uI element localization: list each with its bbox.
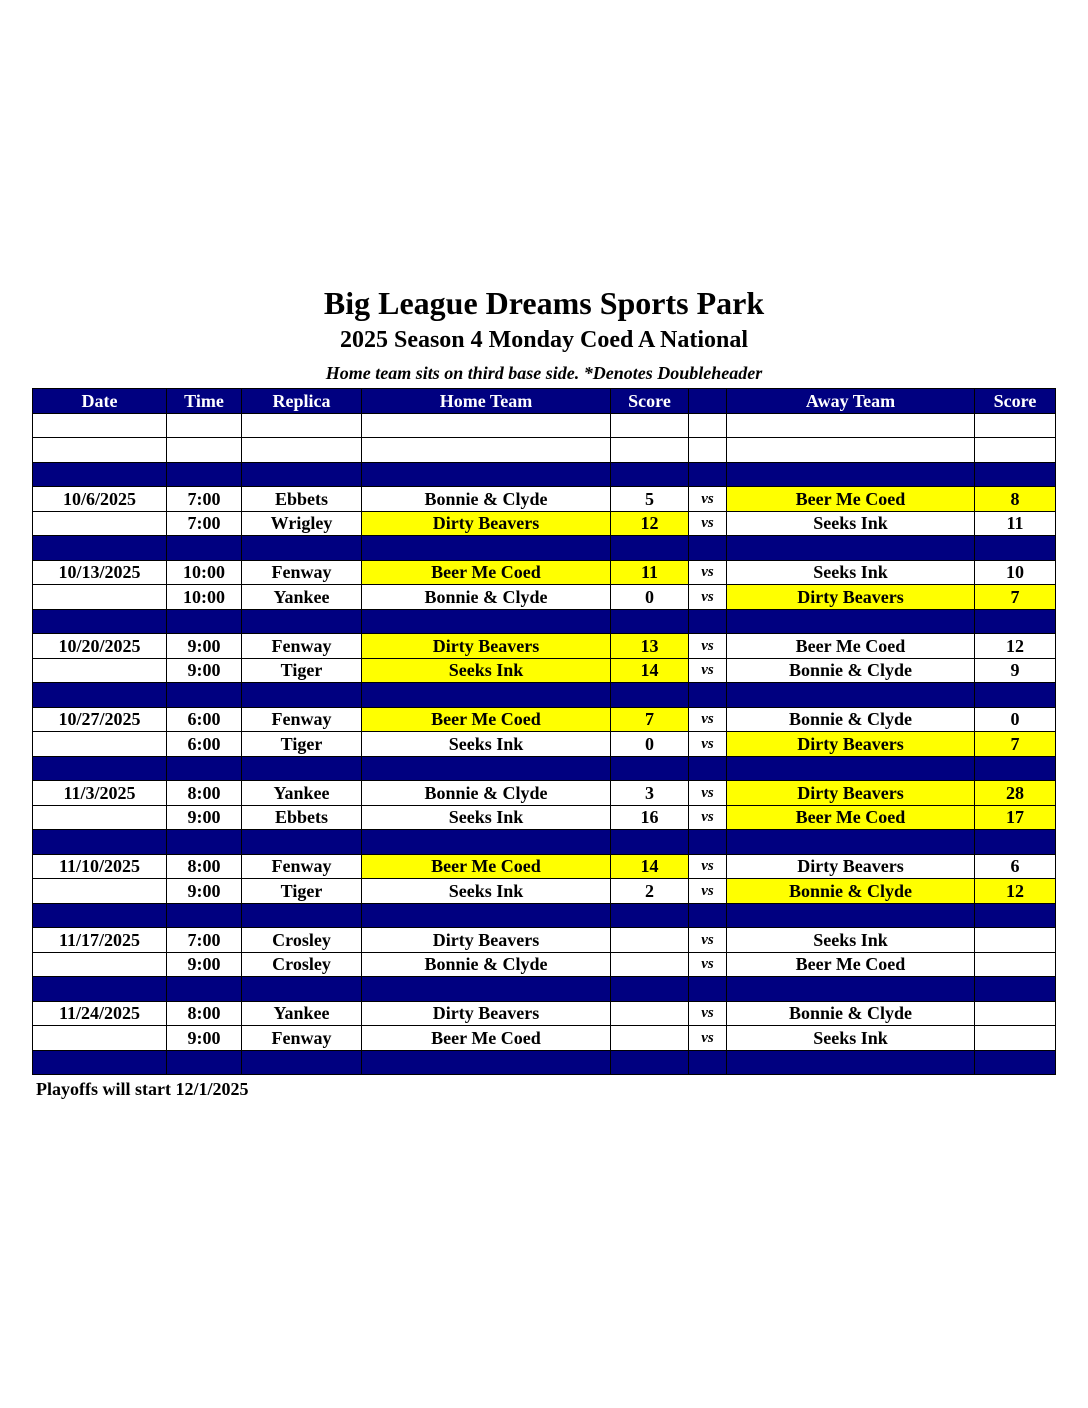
schedule-body <box>33 413 1056 1075</box>
home-team-cell: Beer Me Coed <box>362 707 611 732</box>
date-cell <box>33 952 167 977</box>
away-team-cell: Bonnie & Clyde <box>727 707 975 732</box>
away-team-cell: Seeks Ink <box>727 928 975 953</box>
vs-cell: vs <box>689 805 727 830</box>
time-cell: 9:00 <box>167 634 242 659</box>
home-team-cell: Dirty Beavers <box>362 634 611 659</box>
game-row <box>33 928 1056 953</box>
away-team-cell: Seeks Ink <box>727 560 975 585</box>
home-team-cell: Bonnie & Clyde <box>362 952 611 977</box>
replica-cell: Ebbets <box>242 487 362 512</box>
vs-cell: vs <box>689 487 727 512</box>
home-score-cell: 12 <box>611 511 689 536</box>
separator-row <box>33 830 1056 855</box>
home-score-cell: 14 <box>611 854 689 879</box>
replica-cell: Crosley <box>242 928 362 953</box>
home-team-cell: Beer Me Coed <box>362 854 611 879</box>
game-row <box>33 952 1056 977</box>
header-vs <box>689 389 727 414</box>
vs-cell: vs <box>689 1001 727 1026</box>
vs-cell: vs <box>689 707 727 732</box>
away-team-cell: Dirty Beavers <box>727 854 975 879</box>
header-time: Time <box>167 389 242 414</box>
home-score-cell: 14 <box>611 658 689 683</box>
game-row <box>33 658 1056 683</box>
date-cell: 11/10/2025 <box>33 854 167 879</box>
away-score-cell: 0 <box>975 707 1056 732</box>
vs-cell: vs <box>689 732 727 757</box>
replica-cell: Fenway <box>242 634 362 659</box>
away-score-cell: 6 <box>975 854 1056 879</box>
away-team-cell: Beer Me Coed <box>727 952 975 977</box>
away-score-cell: 12 <box>975 879 1056 904</box>
home-score-cell <box>611 1026 689 1051</box>
page-title: Big League Dreams Sports Park <box>323 285 765 321</box>
away-score-cell: 7 <box>975 585 1056 610</box>
home-team-cell: Dirty Beavers <box>362 511 611 536</box>
game-row <box>33 560 1056 585</box>
doubleheader-note: Home team sits on third base side. *Denotes Doubleheader <box>325 363 763 383</box>
vs-cell: vs <box>689 854 727 879</box>
away-team-cell: Beer Me Coed <box>727 634 975 659</box>
blank-row <box>33 438 1056 463</box>
schedule-table <box>32 388 1056 1075</box>
time-cell: 7:00 <box>167 511 242 536</box>
separator-row <box>33 609 1056 634</box>
separator-row <box>33 462 1056 487</box>
date-cell <box>33 1026 167 1051</box>
time-cell: 10:00 <box>167 560 242 585</box>
away-score-cell <box>975 1001 1056 1026</box>
away-score-cell: 7 <box>975 732 1056 757</box>
separator-row <box>33 756 1056 781</box>
home-score-cell: 16 <box>611 805 689 830</box>
home-score-cell: 3 <box>611 781 689 806</box>
home-team-cell: Beer Me Coed <box>362 1026 611 1051</box>
time-cell: 10:00 <box>167 585 242 610</box>
time-cell: 8:00 <box>167 781 242 806</box>
time-cell: 9:00 <box>167 805 242 830</box>
replica-cell: Yankee <box>242 1001 362 1026</box>
time-cell: 9:00 <box>167 1026 242 1051</box>
replica-cell: Wrigley <box>242 511 362 536</box>
replica-cell: Yankee <box>242 781 362 806</box>
away-team-cell: Beer Me Coed <box>727 805 975 830</box>
away-score-cell <box>975 1026 1056 1051</box>
away-team-cell: Bonnie & Clyde <box>727 658 975 683</box>
date-cell: 11/17/2025 <box>33 928 167 953</box>
replica-cell: Tiger <box>242 732 362 757</box>
time-cell: 6:00 <box>167 732 242 757</box>
game-row <box>33 707 1056 732</box>
separator-row <box>33 683 1056 708</box>
separator-row <box>33 903 1056 928</box>
vs-cell: vs <box>689 658 727 683</box>
vs-cell: vs <box>689 781 727 806</box>
vs-cell: vs <box>689 952 727 977</box>
vs-cell: vs <box>689 585 727 610</box>
away-team-cell: Seeks Ink <box>727 1026 975 1051</box>
time-cell: 8:00 <box>167 1001 242 1026</box>
header-away-team: Away Team <box>727 389 975 414</box>
away-team-cell: Bonnie & Clyde <box>727 879 975 904</box>
date-cell <box>33 658 167 683</box>
home-team-cell: Seeks Ink <box>362 732 611 757</box>
game-row <box>33 634 1056 659</box>
header-date: Date <box>33 389 167 414</box>
away-score-cell: 28 <box>975 781 1056 806</box>
time-cell: 9:00 <box>167 879 242 904</box>
playoffs-note: Playoffs will start 12/1/2025 <box>36 1079 249 1099</box>
date-cell <box>33 511 167 536</box>
home-score-cell: 7 <box>611 707 689 732</box>
separator-row <box>33 536 1056 561</box>
vs-cell: vs <box>689 1026 727 1051</box>
replica-cell: Yankee <box>242 585 362 610</box>
home-team-cell: Seeks Ink <box>362 879 611 904</box>
separator-row <box>33 1050 1056 1075</box>
home-score-cell: 13 <box>611 634 689 659</box>
home-score-cell: 0 <box>611 732 689 757</box>
home-score-cell: 2 <box>611 879 689 904</box>
time-cell: 6:00 <box>167 707 242 732</box>
header-away-score: Score <box>975 389 1056 414</box>
home-team-cell: Bonnie & Clyde <box>362 781 611 806</box>
home-team-cell: Dirty Beavers <box>362 1001 611 1026</box>
page-subtitle: 2025 Season 4 Monday Coed A National <box>339 327 749 353</box>
home-score-cell <box>611 1001 689 1026</box>
home-team-cell: Bonnie & Clyde <box>362 585 611 610</box>
date-cell: 10/13/2025 <box>33 560 167 585</box>
game-row <box>33 511 1056 536</box>
game-row <box>33 781 1056 806</box>
away-team-cell: Dirty Beavers <box>727 585 975 610</box>
replica-cell: Tiger <box>242 658 362 683</box>
away-team-cell: Bonnie & Clyde <box>727 1001 975 1026</box>
game-row <box>33 805 1056 830</box>
game-row <box>33 1001 1056 1026</box>
away-score-cell: 8 <box>975 487 1056 512</box>
game-row <box>33 854 1056 879</box>
date-cell <box>33 585 167 610</box>
away-team-cell: Dirty Beavers <box>727 732 975 757</box>
away-score-cell: 12 <box>975 634 1056 659</box>
replica-cell: Fenway <box>242 560 362 585</box>
game-row <box>33 585 1056 610</box>
separator-row <box>33 977 1056 1002</box>
home-team-cell: Seeks Ink <box>362 805 611 830</box>
home-team-cell: Dirty Beavers <box>362 928 611 953</box>
time-cell: 7:00 <box>167 487 242 512</box>
replica-cell: Fenway <box>242 854 362 879</box>
header-row <box>33 389 1056 414</box>
date-cell: 10/20/2025 <box>33 634 167 659</box>
header-home-team: Home Team <box>362 389 611 414</box>
away-score-cell: 10 <box>975 560 1056 585</box>
time-cell: 7:00 <box>167 928 242 953</box>
game-row <box>33 1026 1056 1051</box>
date-cell <box>33 879 167 904</box>
home-team-cell: Beer Me Coed <box>362 560 611 585</box>
replica-cell: Crosley <box>242 952 362 977</box>
away-team-cell: Seeks Ink <box>727 511 975 536</box>
game-row <box>33 487 1056 512</box>
blank-row <box>33 413 1056 438</box>
home-score-cell <box>611 928 689 953</box>
away-score-cell: 11 <box>975 511 1056 536</box>
date-cell <box>33 732 167 757</box>
vs-cell: vs <box>689 928 727 953</box>
replica-cell: Fenway <box>242 1026 362 1051</box>
vs-cell: vs <box>689 879 727 904</box>
away-score-cell <box>975 928 1056 953</box>
date-cell: 11/3/2025 <box>33 781 167 806</box>
date-cell: 10/6/2025 <box>33 487 167 512</box>
game-row <box>33 879 1056 904</box>
vs-cell: vs <box>689 634 727 659</box>
header-replica: Replica <box>242 389 362 414</box>
away-score-cell <box>975 952 1056 977</box>
date-cell: 10/27/2025 <box>33 707 167 732</box>
time-cell: 9:00 <box>167 658 242 683</box>
home-score-cell: 5 <box>611 487 689 512</box>
game-row <box>33 732 1056 757</box>
vs-cell: vs <box>689 511 727 536</box>
header-home-score: Score <box>611 389 689 414</box>
home-score-cell: 0 <box>611 585 689 610</box>
date-cell <box>33 805 167 830</box>
away-team-cell: Beer Me Coed <box>727 487 975 512</box>
vs-cell: vs <box>689 560 727 585</box>
time-cell: 9:00 <box>167 952 242 977</box>
home-score-cell: 11 <box>611 560 689 585</box>
away-score-cell: 17 <box>975 805 1056 830</box>
home-team-cell: Bonnie & Clyde <box>362 487 611 512</box>
away-team-cell: Dirty Beavers <box>727 781 975 806</box>
home-score-cell <box>611 952 689 977</box>
date-cell: 11/24/2025 <box>33 1001 167 1026</box>
replica-cell: Ebbets <box>242 805 362 830</box>
away-score-cell: 9 <box>975 658 1056 683</box>
home-team-cell: Seeks Ink <box>362 658 611 683</box>
time-cell: 8:00 <box>167 854 242 879</box>
replica-cell: Fenway <box>242 707 362 732</box>
replica-cell: Tiger <box>242 879 362 904</box>
